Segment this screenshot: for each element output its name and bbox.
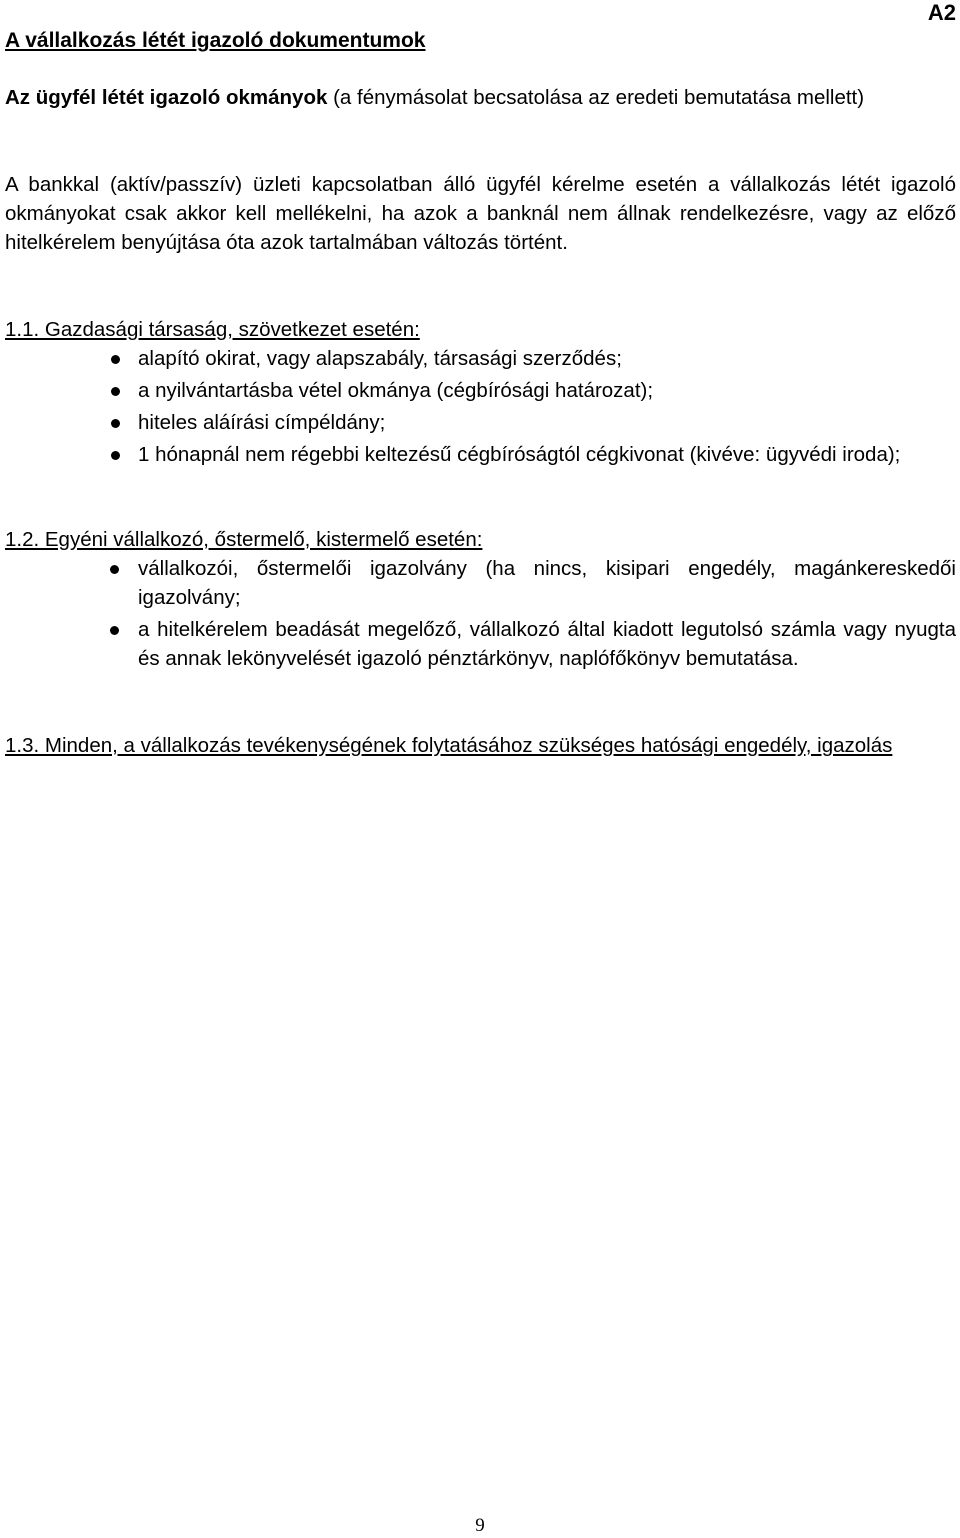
list-item-text: 1 hónapnál nem régebbi keltezésű cégbíróságtól cégkivonat (kivéve: ügyvédi iroda); [138,443,901,466]
bullet-icon [110,626,119,635]
section-heading-1-1: 1.1. Gazdasági társaság, szövetkezet esetén: [5,318,420,341]
intro-rest: (a fénymásolat becsatolása az eredeti bemutatása mellett) [327,86,865,109]
section-heading-1-2: 1.2. Egyéni vállalkozó, őstermelő, kistermelő esetén: [5,528,483,551]
list-item [107,554,956,612]
bullet-icon [111,387,120,396]
bullet-icon [111,355,120,364]
intro-lead: Az ügyfél létét igazoló okmányok [5,86,328,109]
list-item-text: alapító okirat, vagy alapszabály, társasági szerződés; [138,347,622,370]
document-title: A vállalkozás létét igazoló dokumentumok [5,29,426,52]
bullet-icon [110,565,119,574]
section-heading-1-3: 1.3. Minden, a vállalkozás tevékenységének folytatásához szükséges hatósági engedély, igazolás [5,734,893,757]
page-number: 9 [475,1515,485,1536]
list-item-text: a hitelkérelem beadását megelőző, vállalkozó által kiadott legutolsó számla vagy nyugta és annak lekönyvelését igazoló pénztárkönyv, naplófőkönyv bemutatása. [138,618,956,670]
list-item-text: a nyilvántartásba vétel okmánya (cégbírósági határozat); [138,379,654,402]
section-1-2-list [107,554,956,676]
list-item-text: hiteles aláírási címpéldány; [138,411,386,434]
list-item [108,344,956,373]
section-1-1-list [108,344,956,472]
bullet-icon [111,451,120,460]
list-item [108,376,956,405]
body-paragraph: A bankkal (aktív/passzív) üzleti kapcsolatban álló ügyfél kérelme esetén a vállalkozás létét igazoló okmányokat csak akkor kell mellékelni, ha azok a banknál nem állnak rendelkezésre, vagy az előző hitelkérelem benyújtása óta azok tartalmában változás történt. [5,173,956,254]
list-item [108,408,956,437]
list-item [108,440,956,469]
list-item-text: vállalkozói, őstermelői igazolvány (ha nincs, kisipari engedély, magánkereskedői igazolvány; [138,557,956,609]
list-item [107,615,956,673]
bullet-icon [111,419,120,428]
page-code: A2 [927,0,956,25]
intro-paragraph [5,83,956,112]
